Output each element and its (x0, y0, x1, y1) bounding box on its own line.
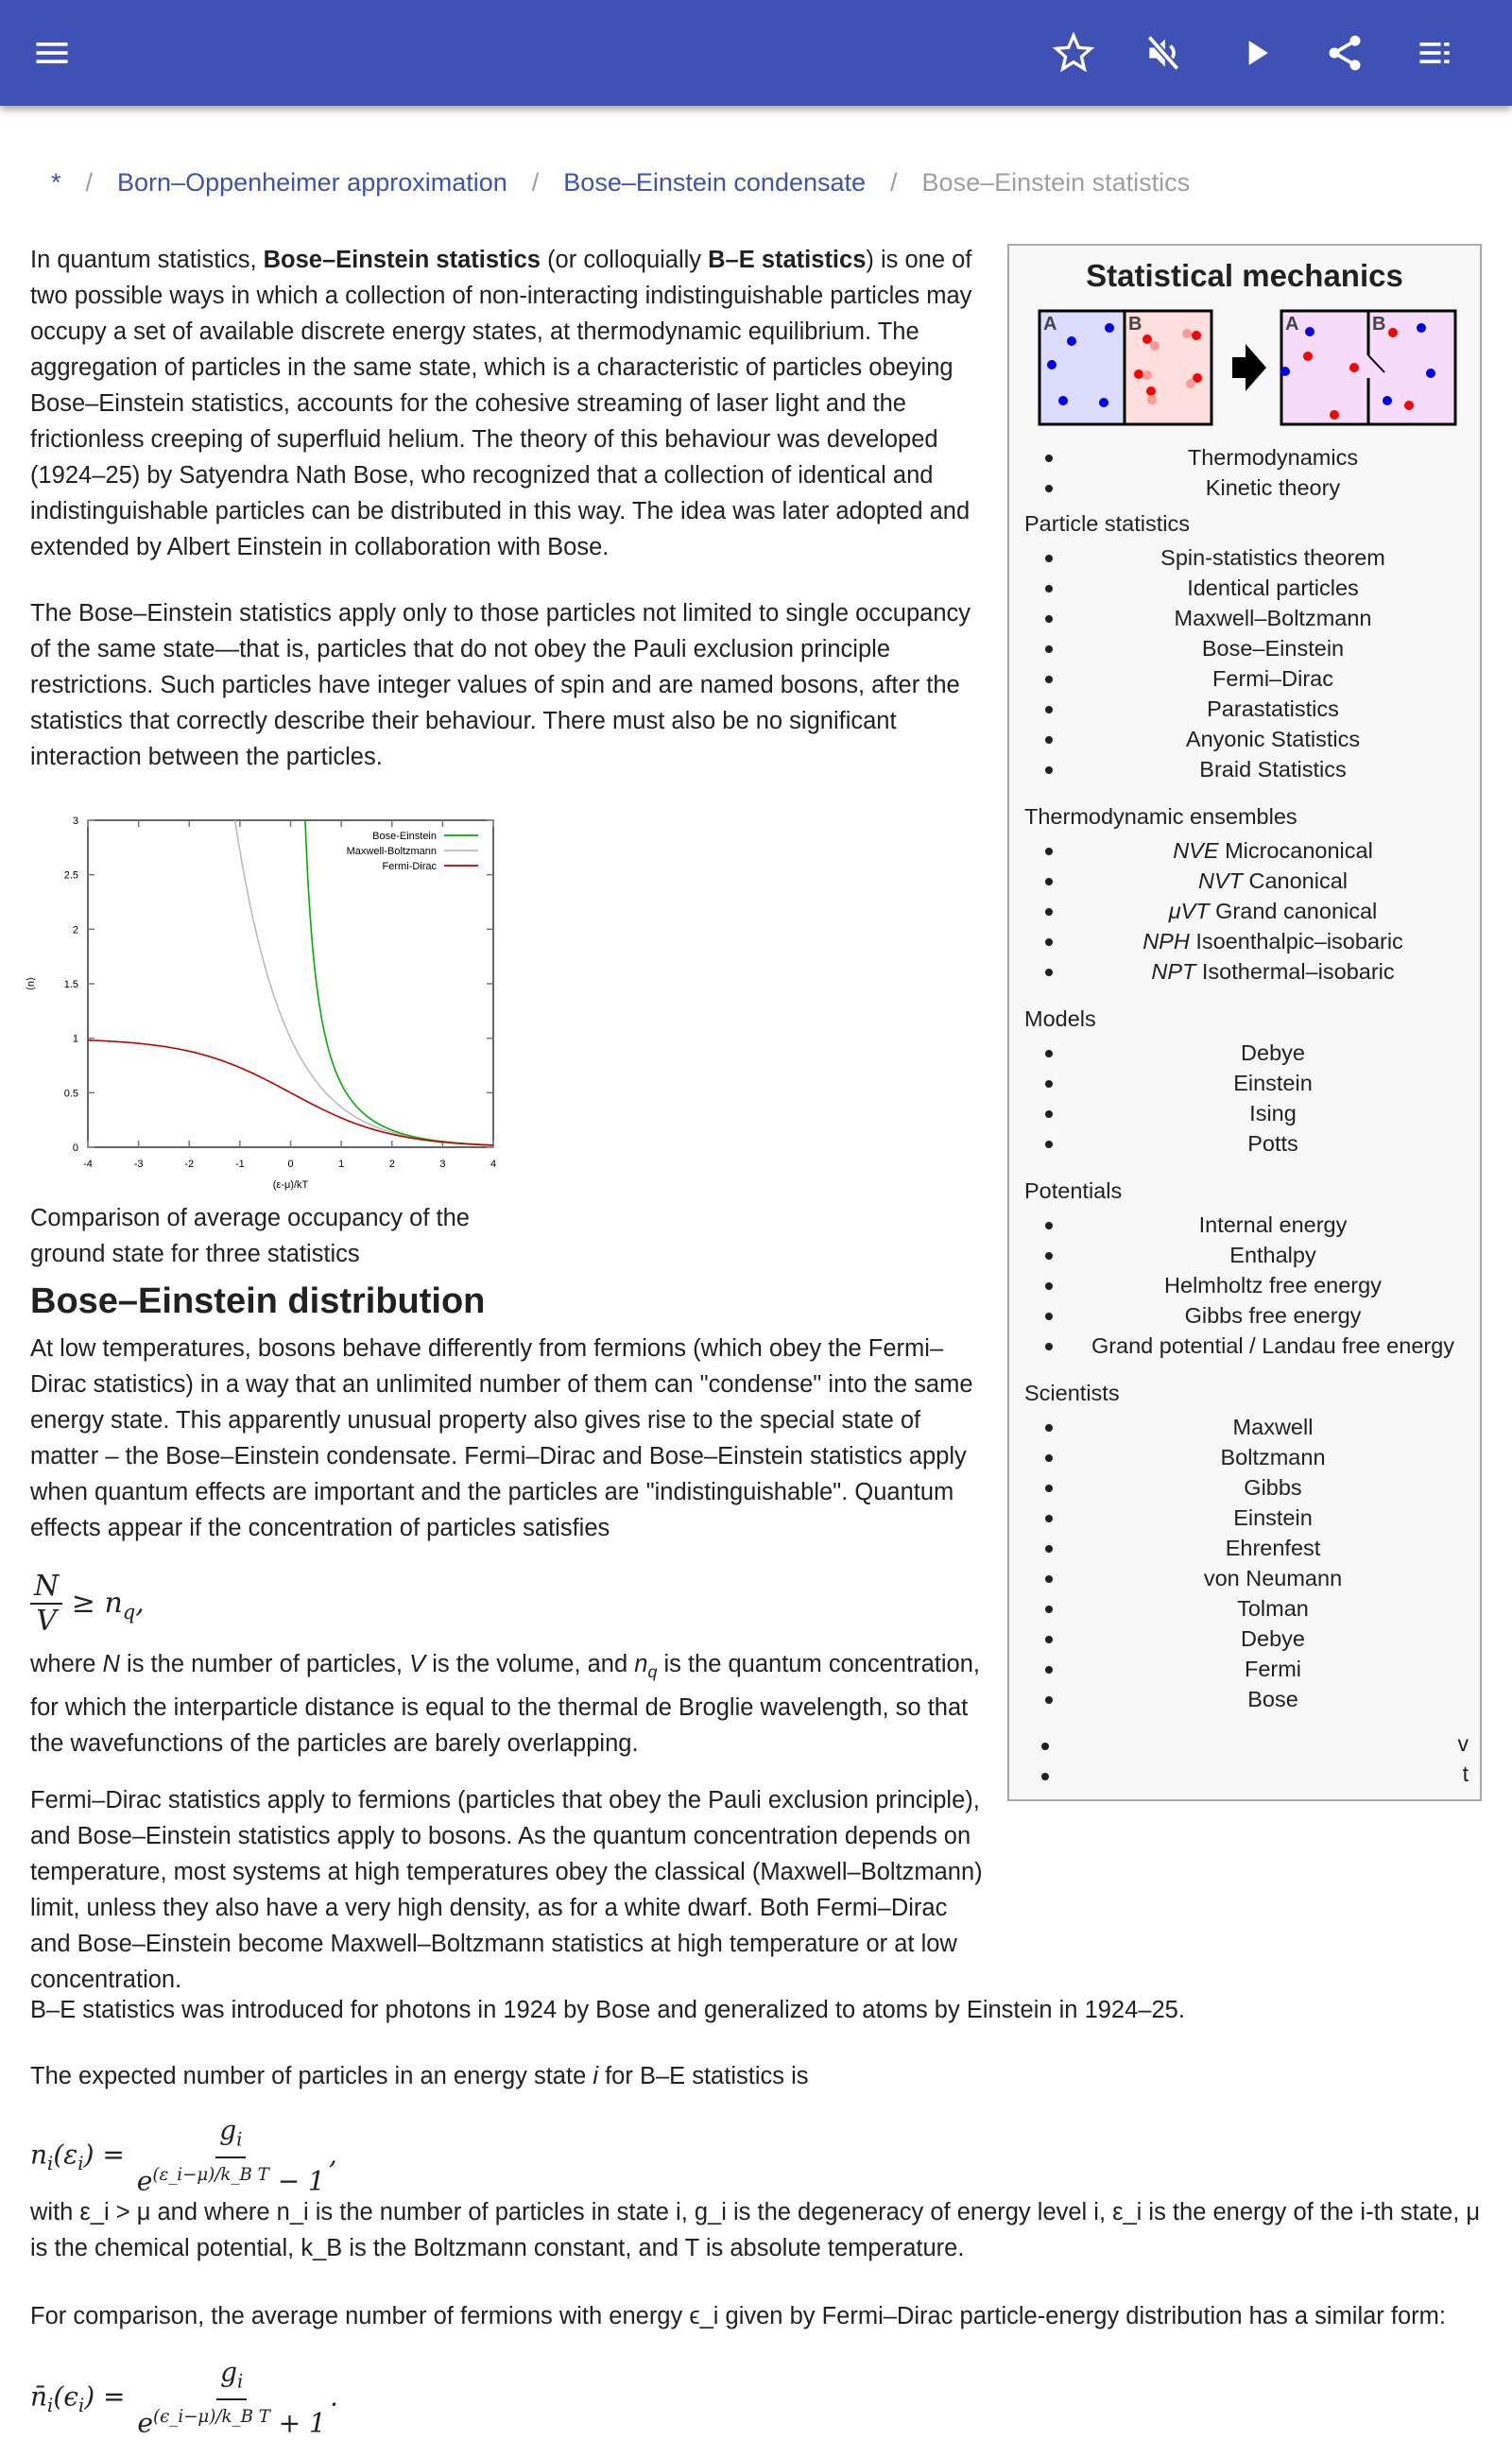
text: (or colloquially (540, 247, 709, 273)
formula-sub: i (77, 2395, 85, 2417)
var: n (634, 1651, 648, 1677)
fermi-dirac-paragraph (30, 1782, 1486, 1998)
infobox-item[interactable] (1009, 1240, 1480, 1270)
infobox-link[interactable]: Boltzmann (1220, 1445, 1326, 1469)
infobox-link[interactable]: Bose–Einstein (1201, 636, 1345, 661)
svg-text:4: 4 (490, 1159, 497, 1170)
breadcrumb-separator: / (85, 168, 94, 197)
infobox-link[interactable]: Debye (1241, 1040, 1305, 1065)
infobox-item[interactable] (1009, 956, 1480, 987)
breadcrumb-home[interactable]: * (51, 168, 61, 197)
group-heading-models: Models (1024, 1006, 1096, 1031)
svg-text:0: 0 (287, 1159, 294, 1170)
infobox-link[interactable]: von Neumann (1203, 1566, 1343, 1590)
formula-concentration (30, 1571, 145, 1639)
infobox-link[interactable]: Gibbs (1244, 1475, 1302, 1500)
figure-caption: Comparison of average occupancy of the ground state for three statistics (30, 1205, 470, 1267)
breadcrumb-item[interactable]: Born–Oppenheimer approximation (117, 168, 507, 197)
svg-text:Fermi-Dirac: Fermi-Dirac (382, 861, 437, 872)
text: The expected number of particles in an energy state (30, 2063, 593, 2089)
formula-num: g (219, 2115, 237, 2146)
breadcrumb-separator: / (890, 168, 898, 197)
infobox-item[interactable] (1009, 1624, 1480, 1654)
formula-rhs: ≥ n (71, 1587, 123, 1620)
infobox-item[interactable] (1009, 603, 1480, 633)
formula-den-tail: − 1 (268, 2164, 325, 2196)
ensemble-abbr: μVT (1168, 899, 1210, 923)
ensemble-abbr: NVT (1197, 868, 1243, 893)
infobox-item[interactable] (1009, 926, 1480, 956)
group-heading-scientists: Scientists (1024, 1381, 1120, 1405)
variables-paragraph: with ε_i > μ and where n_i is the number of particles in state i, g_i is the degeneracy of energy level i, ε_i is the energy of the i-th state, μ is the chemical potential, k_B is the Boltzmann constant, and T is absolute temperature. (30, 2199, 1481, 2261)
occupancy-comparison-chart[interactable] (19, 803, 510, 1200)
talk-template-link[interactable]: t (1462, 1761, 1469, 1786)
infobox-link[interactable]: Einstein (1233, 1071, 1313, 1095)
chart-legend (347, 831, 478, 872)
play-icon[interactable] (1232, 29, 1280, 77)
formula-den: e (136, 2164, 153, 2196)
infobox-item[interactable] (1009, 1038, 1480, 1068)
infobox-item[interactable] (1009, 1472, 1480, 1503)
app-bar (0, 0, 1512, 106)
infobox-item[interactable] (1009, 1533, 1480, 1563)
svg-text:2.5: 2.5 (63, 869, 78, 882)
infobox-link[interactable]: Microcanonical (1225, 838, 1373, 863)
svg-text:Maxwell-Boltzmann: Maxwell-Boltzmann (346, 846, 437, 857)
infobox-item[interactable] (1009, 633, 1480, 663)
svg-text:0.5: 0.5 (63, 1088, 78, 1100)
infobox-link[interactable]: Grand potential / Landau free energy (1091, 1333, 1455, 1358)
comparison-paragraph: For comparison, the average number of fermions with energy ϵ_i given by Fermi–Dirac particle-energy distribution has a similar form: (30, 2303, 1446, 2329)
formula-sup: (ϵ_i−μ)/k_B T (153, 2406, 270, 2427)
infobox-link[interactable]: Enthalpy (1229, 1243, 1316, 1267)
low-temperature-paragraph: At low temperatures, bosons behave differently from fermions (which obey the Fermi–Dirac statistics) in a way that an unlimited number of them can "condense" into the same energy state. This apparently unusual property also gives rise to the special state of matter – the Bose–Einstein condensate. Fermi–Dirac and Bose–Einstein statistics apply when quantum effects are important and the particles are "indistinguishable". Quantum effects appear if the concentration of particles satisfies (30, 1335, 973, 1541)
svg-text:B: B (1128, 314, 1143, 335)
infobox-link[interactable]: Einstein (1233, 1505, 1313, 1530)
infobox-item[interactable] (1009, 1128, 1480, 1159)
infobox-link[interactable]: Fermi–Dirac (1212, 666, 1333, 691)
formula-tail: , (135, 1587, 145, 1620)
infobox-link[interactable]: Ising (1249, 1101, 1297, 1125)
infobox-link[interactable]: Parastatistics (1207, 696, 1339, 721)
svg-text:-1: -1 (234, 1159, 245, 1170)
bullet (1041, 1743, 1049, 1750)
infobox-item[interactable] (1009, 1503, 1480, 1533)
infobox-link[interactable]: Fermi (1244, 1657, 1302, 1681)
infobox-item[interactable] (1009, 1068, 1480, 1098)
infobox-item[interactable] (1009, 694, 1480, 724)
svg-text:-3: -3 (133, 1159, 144, 1170)
formula-arg: (ϵ (53, 2380, 78, 2413)
formula-sub: q (122, 1601, 136, 1624)
infobox-item[interactable] (1009, 1442, 1480, 1472)
infobox-link[interactable]: Internal energy (1198, 1212, 1348, 1237)
infobox-image-diffusion[interactable] (1009, 308, 1480, 435)
text: is the quantum concentration, for which the interparticle distance is equal to the thermal de Broglie wavelength, so that the wavefunctions of the particles are barely overlapping. (30, 1651, 980, 1758)
playlist-icon[interactable] (1412, 29, 1459, 77)
particle-statistics-list (1009, 542, 1480, 784)
text: In quantum statistics, (30, 247, 264, 273)
svg-text:1: 1 (338, 1159, 345, 1170)
text: Fermi–Dirac statistics apply to fermions (particles that obey the Pauli exclusion principle), and Bose–Einstein statistics apply to bosons. As the quantum concentration depends on temperature, most systems at high temperatures obey the classical (Maxwell–Boltzmann) limit, unless they also have a very high density, as for a white dwarf. Both Fermi–Dirac and Bose–Einstein become Maxwell–Boltzmann statistics at high temperature or at low concentration. (30, 1787, 983, 1993)
var: V (409, 1651, 426, 1677)
bold-term: Bose–Einstein statistics (263, 247, 541, 273)
svg-text:1: 1 (72, 1033, 78, 1045)
bosons-paragraph: The Bose–Einstein statistics apply only to those particles not limited to single occupancy of the same state—that is, particles that do not obey the Pauli exclusion principle restrictions. Such particles have integer values of spin and are named bosons, after the statistics that correctly describe their behaviour. There must also be no significant interaction between the particles. (30, 600, 971, 770)
svg-text:3: 3 (72, 816, 78, 827)
formula-sub: i (236, 2128, 243, 2151)
group-heading-particle-statistics: Particle statistics (1024, 511, 1190, 536)
history-paragraph: B–E statistics was introduced for photons in 1924 by Bose and generalized to atoms by Einstein in 1924–25. (30, 1997, 1185, 2023)
navbox-footer (1009, 1731, 1480, 1797)
infobox-link[interactable]: Ehrenfest (1225, 1536, 1321, 1560)
infobox-item[interactable] (1009, 663, 1480, 694)
formula-eq: ) = (84, 2380, 126, 2413)
infobox-link[interactable]: Isothermal–isobaric (1201, 959, 1395, 984)
text: is the volume, and (425, 1651, 635, 1677)
infobox-item[interactable] (1009, 1270, 1480, 1300)
var-sub: q (647, 1662, 658, 1682)
infobox-item[interactable] (1009, 866, 1480, 896)
group-heading-potentials: Potentials (1024, 1178, 1123, 1203)
formula-denominator: V (36, 1605, 57, 1638)
infobox-item[interactable] (1009, 1684, 1480, 1714)
infobox-item[interactable] (1009, 1563, 1480, 1593)
svg-text:⟨n⟩: ⟨n⟩ (26, 976, 37, 991)
svg-text:0: 0 (72, 1143, 78, 1154)
svg-text:-4: -4 (83, 1159, 93, 1170)
potentials-list (1009, 1210, 1480, 1361)
where-paragraph (30, 1646, 985, 1761)
formula-arg: (ε (53, 2139, 78, 2171)
bullet (1041, 1773, 1049, 1780)
infobox-item[interactable] (1009, 896, 1480, 926)
formula-sub: i (47, 2395, 54, 2417)
svg-text:3: 3 (439, 1159, 446, 1170)
formula-sup: (ε_i−μ)/k_B T (152, 2164, 269, 2185)
svg-text:A: A (1043, 314, 1057, 335)
volume-off-icon[interactable] (1140, 29, 1187, 77)
models-list (1009, 1038, 1480, 1159)
svg-text:Bose-Einstein: Bose-Einstein (372, 831, 437, 842)
infobox-item[interactable] (1009, 1210, 1480, 1240)
infobox-item[interactable] (1009, 473, 1480, 503)
infobox-link[interactable]: Isoenthalpic–isobaric (1195, 929, 1403, 954)
ensembles-list (1009, 835, 1480, 987)
hamburger-menu-icon[interactable] (28, 29, 76, 77)
formula-den: e (137, 2406, 153, 2438)
formula-num: g (220, 2357, 238, 2388)
infobox-link[interactable]: Thermodynamics (1187, 445, 1359, 470)
infobox-link[interactable]: Tolman (1237, 1596, 1309, 1621)
infobox-item[interactable] (1009, 1654, 1480, 1684)
text: ) is one of two possible ways in which a collection of non-interacting indistinguishable particles may occupy a set of available discrete energy states, at thermodynamic equilibrium. The aggregation of particles in the same state, which is a characteristic of particles obeying Bose–Einstein statistics, accounts for the cohesive streaming of laser light and the frictionless creeping of superfluid helium. The theory of this behaviour was developed (1924–25) by Satyendra Nath Bose, who recognized that a collection of identical and indistinguishable particles can be distributed in this way. The idea was later adopted and extended by Albert Einstein in collaboration with Bose. (30, 247, 972, 560)
infobox-item[interactable] (1009, 754, 1480, 784)
breadcrumb-current: Bose–Einstein statistics (921, 168, 1191, 197)
formula-lhs: n̄ (30, 2380, 48, 2413)
infobox-item[interactable] (1009, 835, 1480, 866)
intro-paragraph (30, 242, 985, 565)
text: is the number of particles, (119, 1651, 410, 1677)
formula-tail: , (328, 2139, 337, 2171)
infobox-link[interactable]: Identical particles (1187, 576, 1359, 600)
formula-tail: . (329, 2380, 338, 2413)
infobox-item[interactable] (1009, 1412, 1480, 1442)
text: for B–E statistics is (598, 2063, 809, 2089)
formula-fd-distribution (30, 2357, 338, 2440)
infobox-link[interactable]: Canonical (1248, 868, 1349, 893)
ensemble-abbr: NPH (1143, 929, 1190, 954)
infobox-top-list (1009, 442, 1480, 503)
infobox-link[interactable]: Maxwell–Boltzmann (1174, 606, 1372, 630)
infobox-link[interactable]: Anyonic Statistics (1185, 727, 1361, 751)
section-heading-be-distribution: Bose–Einstein distribution (30, 1281, 486, 1321)
formula-sub: i (47, 2153, 54, 2175)
infobox-link[interactable]: Debye (1241, 1626, 1305, 1651)
infobox-item[interactable] (1009, 1300, 1480, 1331)
expected-number-paragraph (30, 2058, 1486, 2094)
bold-term: B–E statistics (708, 247, 867, 273)
svg-text:2: 2 (72, 924, 78, 936)
infobox-item[interactable] (1009, 542, 1480, 573)
var: N (102, 1651, 120, 1677)
infobox-link[interactable]: Potts (1247, 1131, 1298, 1156)
text: where (30, 1651, 103, 1677)
infobox-item[interactable] (1009, 1331, 1480, 1361)
infobox-item[interactable] (1009, 573, 1480, 603)
infobox-item[interactable] (1009, 1098, 1480, 1128)
ensemble-abbr: NPT (1151, 959, 1196, 984)
formula-numerator: N (30, 1571, 62, 1605)
infobox-item[interactable] (1009, 1593, 1480, 1624)
formula-den-tail: + 1 (269, 2406, 326, 2438)
var: i (593, 2063, 599, 2089)
infobox-link[interactable]: Helmholtz free energy (1164, 1273, 1382, 1297)
infobox-link[interactable]: Spin-statistics theorem (1160, 545, 1385, 570)
svg-text:B: B (1372, 314, 1386, 335)
breadcrumb (51, 168, 1190, 198)
scientists-list (1009, 1412, 1480, 1714)
infobox-link[interactable]: Maxwell (1232, 1415, 1314, 1439)
infobox-item[interactable] (1009, 724, 1480, 754)
breadcrumb-item[interactable]: Bose–Einstein condensate (563, 168, 867, 197)
ensemble-abbr: NVE (1173, 838, 1219, 863)
share-icon[interactable] (1321, 29, 1368, 77)
formula-sub: i (77, 2153, 84, 2175)
formula-lhs: n (30, 2139, 48, 2171)
infobox-statistical-mechanics (1007, 244, 1482, 1801)
star-outline-icon[interactable] (1050, 29, 1097, 77)
infobox-item[interactable] (1009, 442, 1480, 473)
svg-text:2: 2 (388, 1159, 395, 1170)
infobox-link[interactable]: Braid Statistics (1199, 757, 1347, 782)
formula-eq: ) = (83, 2139, 125, 2171)
text-wrap (30, 1782, 985, 1998)
svg-text:1.5: 1.5 (63, 979, 78, 990)
infobox-link[interactable]: Bose (1247, 1687, 1298, 1711)
group-heading-thermodynamic-ensembles: Thermodynamic ensembles (1024, 804, 1297, 829)
breadcrumb-separator: / (531, 168, 540, 197)
svg-text:(ε-μ)/kT: (ε-μ)/kT (272, 1179, 309, 1191)
view-template-link[interactable]: v (1457, 1731, 1469, 1756)
infobox-link[interactable]: Kinetic theory (1205, 475, 1341, 500)
infobox-title: Statistical mechanics (1086, 258, 1403, 293)
svg-text:A: A (1285, 314, 1299, 335)
svg-text:-2: -2 (184, 1159, 195, 1170)
formula-be-distribution (30, 2115, 337, 2198)
infobox-link[interactable]: Grand canonical (1215, 899, 1378, 923)
formula-sub: i (237, 2370, 244, 2393)
infobox-link[interactable]: Gibbs free energy (1184, 1303, 1362, 1328)
